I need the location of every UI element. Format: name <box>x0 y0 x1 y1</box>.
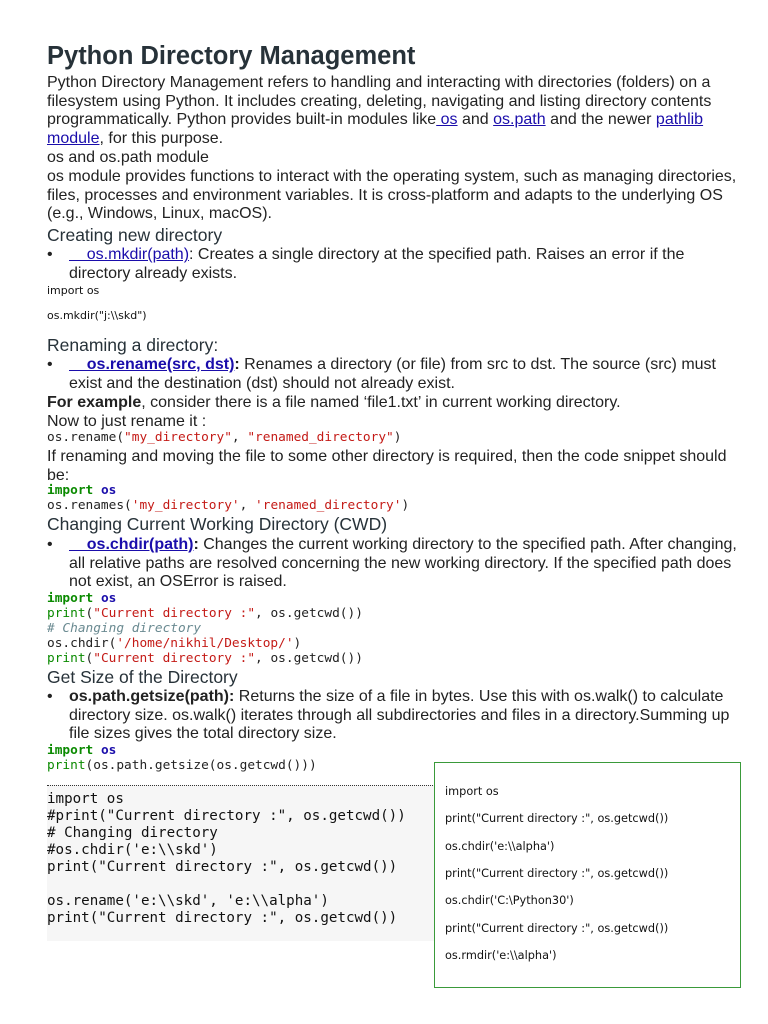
code-rest: (os.path.getsize(os.getcwd())) <box>85 758 317 773</box>
mkdir-link[interactable]: os.mkdir(path) <box>69 246 190 263</box>
code-line: # Changing directory <box>47 825 218 841</box>
code-import-os-2 <box>47 483 116 498</box>
bullet-chdir <box>47 536 737 592</box>
code-fn: print <box>47 606 86 621</box>
code-string: "Current directory :" <box>93 606 256 621</box>
chdir-colon: : <box>193 536 199 553</box>
code-line: print("Current directory :", os.getcwd()) <box>47 859 398 875</box>
code-sep: , <box>239 498 256 513</box>
textbox-line: print("Current directory :", os.getcwd()) <box>445 812 669 825</box>
code-line: #os.chdir('e:\\skd') <box>47 842 218 858</box>
bullet-dot: • <box>47 246 53 263</box>
section-heading-cwd: Changing Current Working Directory (CWD) <box>47 514 388 534</box>
intro-text-3: , for this purpose. <box>99 129 224 147</box>
section-heading-rename: Renaming a directory: <box>47 335 219 355</box>
getsize-desc: Returns the size of a file in bytes. Use this with os.walk() to calculate directory size. os.walk() iterates through all subdirectories and files in a directory.Summing up file sizes gives the total directory size. <box>69 688 730 743</box>
code-size-1 <box>47 743 116 758</box>
code-fn: print <box>47 651 86 666</box>
code-string: "my_directory" <box>124 430 232 445</box>
rename-now-text: Now to just rename it : <box>47 413 207 430</box>
code-module: os <box>93 483 117 498</box>
rename-colon: : <box>234 356 240 373</box>
code-string: 'renamed_directory' <box>255 498 402 513</box>
code-cwd-5 <box>47 651 363 666</box>
bullet-mkdir <box>47 246 737 283</box>
code-size-2 <box>47 758 317 773</box>
code-block <box>47 785 439 941</box>
bullet-dot: • <box>47 688 53 705</box>
example-bold: For example <box>47 394 142 411</box>
code-line: import os <box>47 791 124 807</box>
textbox-line: os.chdir('e:\\alpha') <box>445 840 555 853</box>
code-end: ) <box>293 636 302 651</box>
code-cwd-2 <box>47 606 363 621</box>
code-string: "renamed_directory" <box>247 430 394 445</box>
chdir-link[interactable]: os.chdir(path) <box>69 536 194 553</box>
module-paragraph: os module provides functions to interact with the operating system, such as managing directories, files, processes and environment variables. It is cross-platform and adapts to the underlying OS (e.g., Windows, Linux, macOS). <box>47 168 737 223</box>
code-string: "Current directory :" <box>93 651 256 666</box>
code-string: '/home/nikhil/Desktop/' <box>116 636 294 651</box>
page-title: Python Directory Management <box>47 42 416 70</box>
bullet-getsize <box>47 688 737 744</box>
mkdir-desc: : Creates a single directory at the specified path. Raises an error if the directory already exists. <box>69 246 685 282</box>
textbox-line: os.chdir('C:\Python30') <box>445 894 574 907</box>
code-rest: , os.getcwd()) <box>255 651 363 666</box>
code-line: os.rename('e:\\skd', 'e:\\alpha') <box>47 893 329 909</box>
rename-desc: Renames a directory (or file) from src to dst. The source (src) must exist and the destination (dst) should not already exist. <box>69 356 716 392</box>
code-rest: , os.getcwd()) <box>255 606 363 621</box>
textbox-line: os.rmdir('e:\\alpha') <box>445 949 557 962</box>
rename-link[interactable]: os.rename(src, dst) <box>69 356 235 373</box>
bullet-rename <box>47 356 737 393</box>
code-mkdir: os.mkdir("j:\\skd") <box>47 309 147 322</box>
chdir-desc: Changes the current working directory to the specified path. After changing, all relative paths are resolved concerning the new working directory. If the specified path does not exist, an OSError is raised. <box>69 536 737 591</box>
code-fn: os.rename( <box>47 430 125 445</box>
code-string: 'my_directory' <box>131 498 240 513</box>
code-cwd-4 <box>47 636 301 651</box>
code-paren: ( <box>85 606 94 621</box>
code-import-os: import os <box>47 284 100 297</box>
intro-text-2: and the newer <box>545 111 656 129</box>
textbox-line: import os <box>445 785 499 798</box>
code-keyword: import <box>47 743 94 758</box>
code-module: os <box>93 591 117 606</box>
ospath-link[interactable]: os.path <box>493 111 546 129</box>
code-cwd-comment: # Changing directory <box>47 621 202 636</box>
code-module: os <box>93 743 117 758</box>
code-fn: print <box>47 758 86 773</box>
textbox-line: print("Current directory :", os.getcwd()) <box>445 922 669 935</box>
pathlib-link[interactable]: pathlib module <box>47 111 704 147</box>
code-end: ) <box>393 430 402 445</box>
code-rename <box>47 430 401 445</box>
code-fn: os.chdir( <box>47 636 117 651</box>
module-heading: os and os.path module <box>47 149 209 166</box>
getsize-bold: os.path.getsize(path): <box>69 688 235 705</box>
os-link[interactable]: os <box>436 111 458 129</box>
code-keyword: import <box>47 483 94 498</box>
code-keyword: import <box>47 591 94 606</box>
code-line: #print("Current directory :", os.getcwd()) <box>47 808 406 824</box>
intro-paragraph <box>47 74 737 148</box>
example-line <box>47 394 621 412</box>
intro-and: and <box>457 111 494 129</box>
code-sep: , <box>231 430 248 445</box>
bullet-dot: • <box>47 536 53 553</box>
green-bordered-textbox <box>434 762 741 988</box>
intro-text: Python Directory Management refers to handling and interacting with directories (folders) on a filesystem using Python. It includes creating, deleting, navigating and listing directory contents programmatically. Python provides built-in modules like <box>47 74 712 129</box>
code-line: print("Current directory :", os.getcwd()) <box>47 910 398 926</box>
section-heading-create: Creating new directory <box>47 225 223 245</box>
code-fn: os.renames( <box>47 498 132 513</box>
code-cwd-1 <box>47 591 116 606</box>
textbox-line: print("Current directory :", os.getcwd()) <box>445 867 669 880</box>
section-heading-size: Get Size of the Directory <box>47 667 238 687</box>
code-paren: ( <box>85 651 94 666</box>
example-text: , consider there is a file named ‘file1.txt’ in current working directory. <box>141 394 621 411</box>
bullet-dot: • <box>47 356 53 373</box>
code-renames <box>47 498 409 513</box>
moving-paragraph: If renaming and moving the file to some other directory is required, then the code snippet should be: <box>47 448 727 484</box>
code-end: ) <box>401 498 410 513</box>
